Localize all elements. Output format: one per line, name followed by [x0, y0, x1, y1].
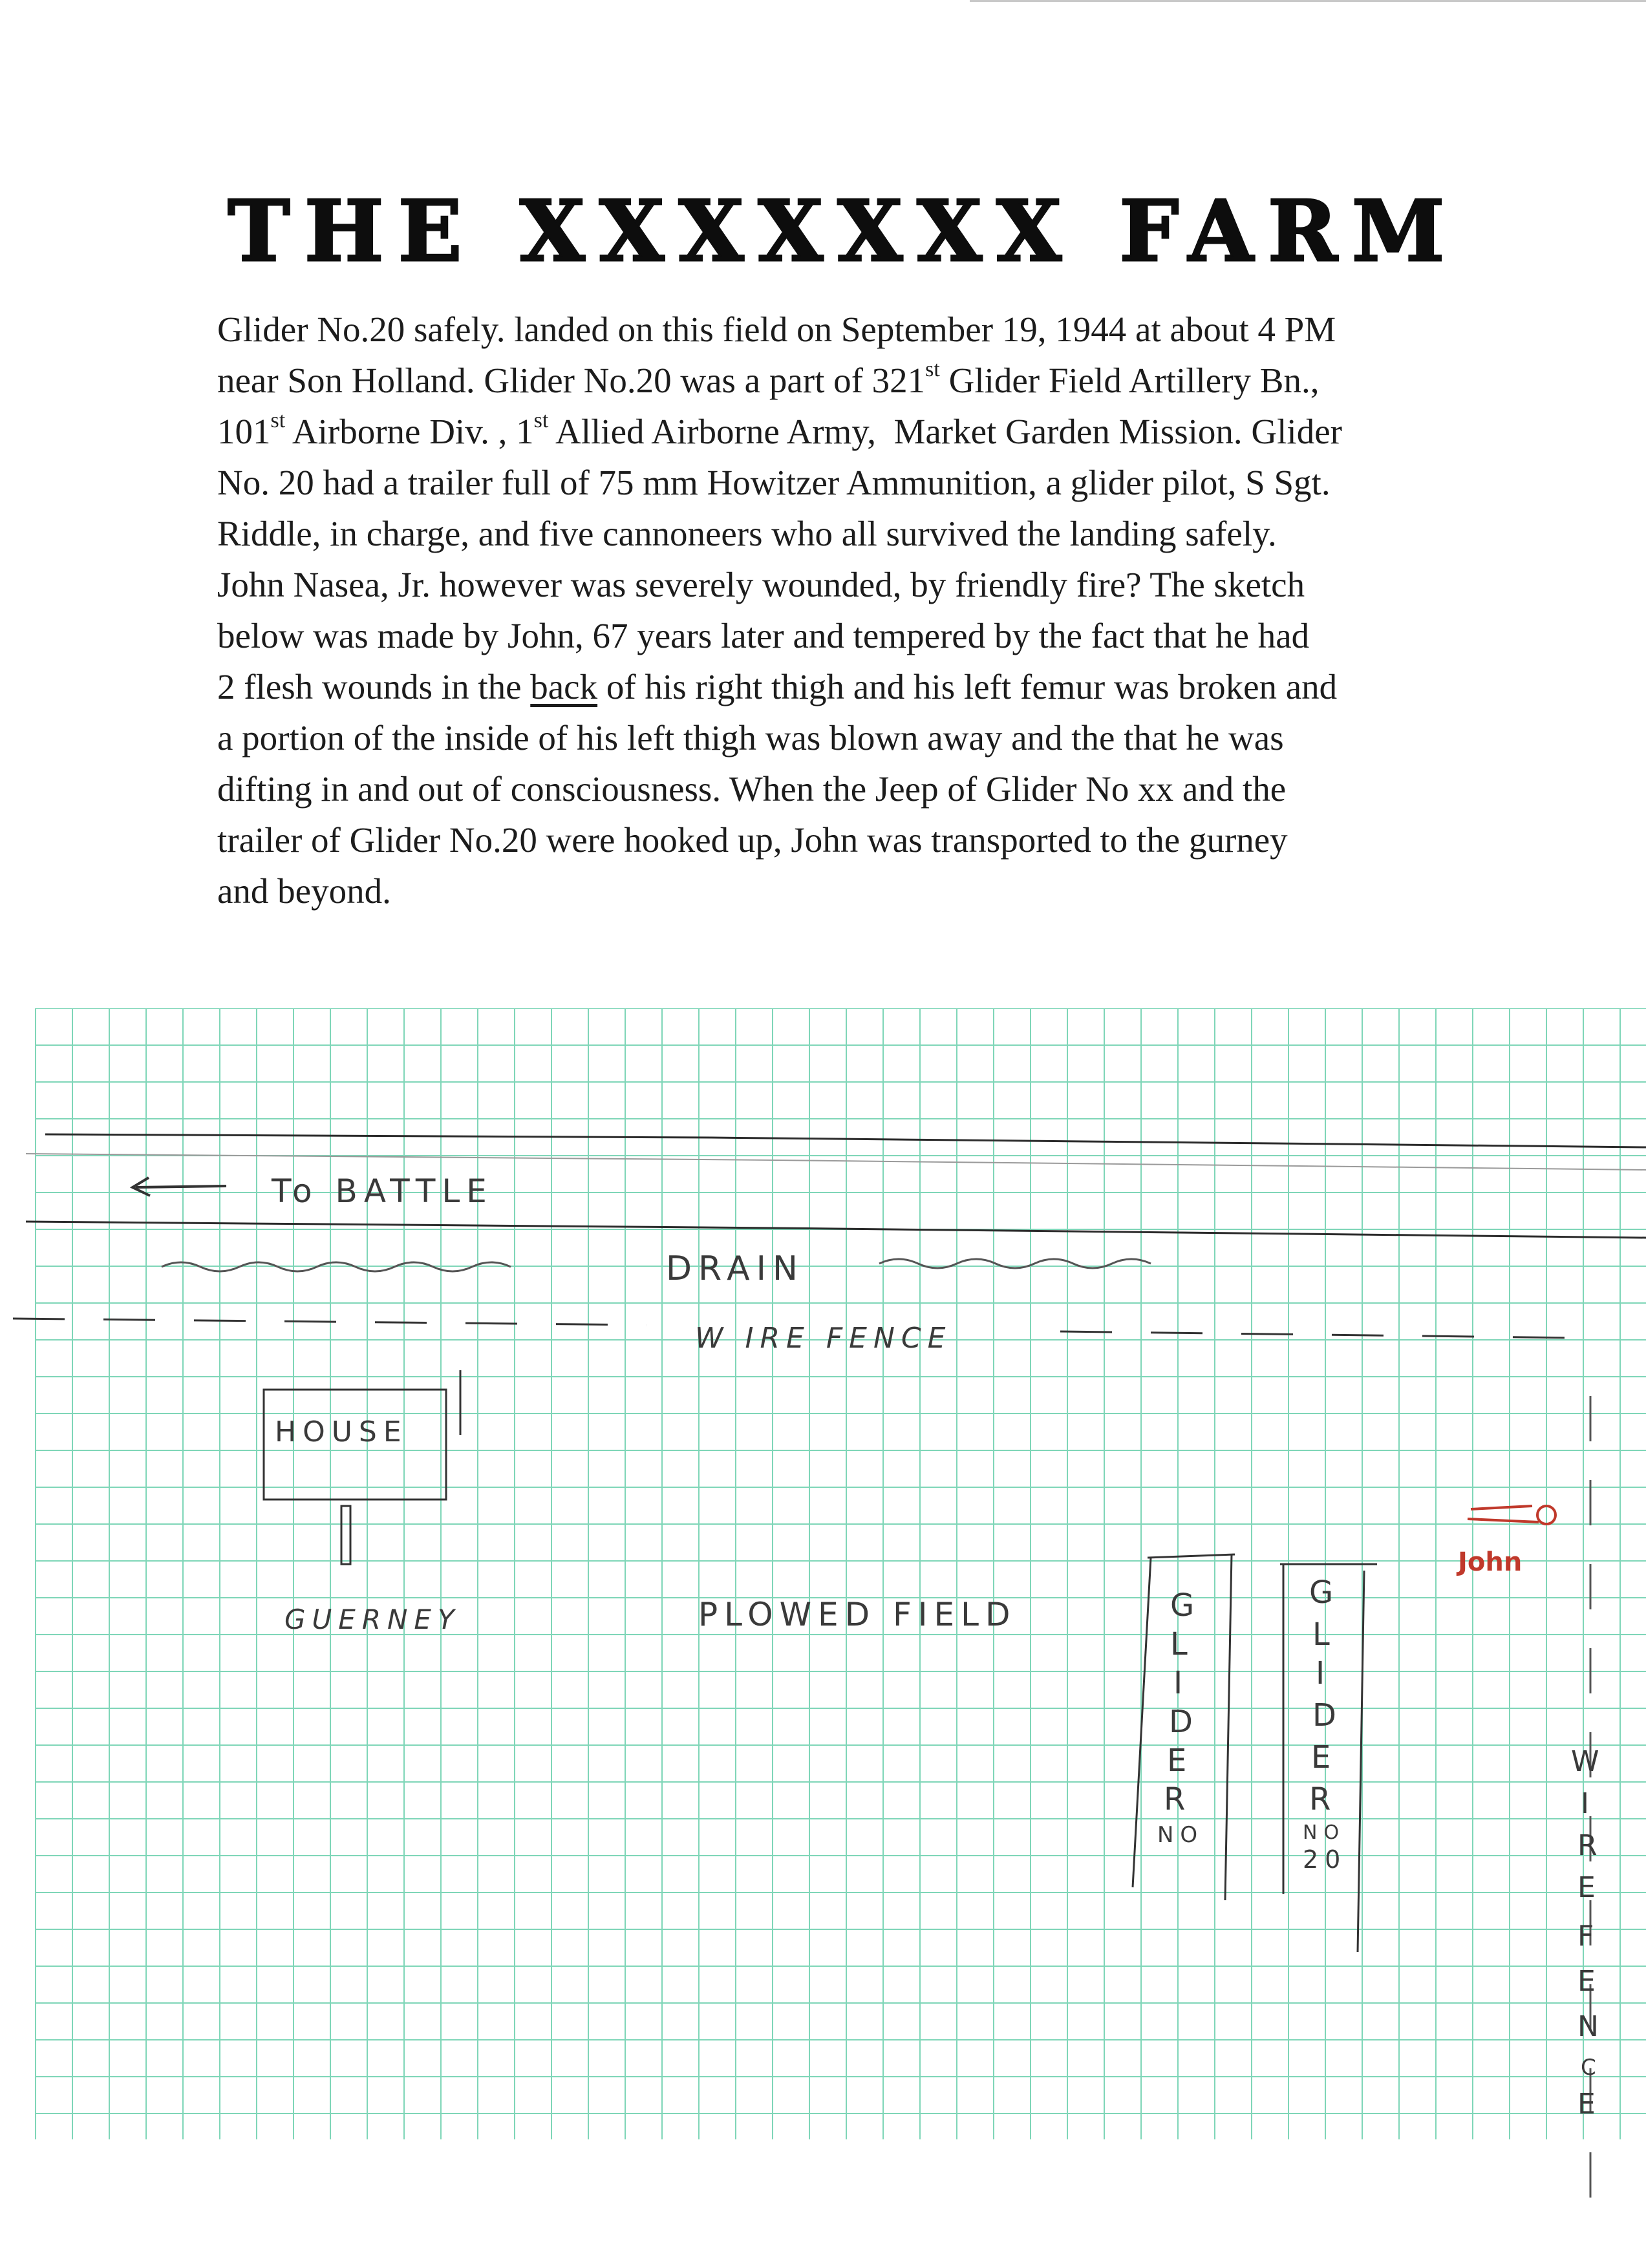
- narrative-text: Riddle, in charge, and five cannoneers who all survived the landing safely.: [217, 514, 1277, 553]
- narrative-text: below was made by John, 67 years later and tempered by the fact that he had: [217, 616, 1310, 655]
- glider-1-no: NO: [1157, 1822, 1204, 1848]
- narrative-line: [217, 508, 1484, 559]
- right-fence-letter-c: C: [1581, 2055, 1603, 2081]
- sketch-canvas: [0, 1008, 1646, 2268]
- narrative-line: [217, 559, 1484, 610]
- glider-2-right: [1358, 1571, 1364, 1952]
- glider-1-label: [1157, 1587, 1217, 1848]
- narrative-line: [217, 814, 1484, 865]
- narrative-line: [217, 406, 1484, 457]
- glider-2-letter-e: E: [1311, 1739, 1338, 1775]
- ordinal-suffix: st: [925, 357, 940, 381]
- glider-2-letter-d: D: [1312, 1697, 1343, 1733]
- drain-label: DRAIN: [666, 1249, 804, 1288]
- narrative-text: difting in and out of consciousness. When the Jeep of Glider No xx and the: [217, 769, 1287, 809]
- page-title: THE XXXXXXX FARM: [228, 182, 1459, 281]
- narrative-text: No. 20 had a trailer full of 75 mm Howitzer Ammunition, a glider pilot, S Sgt.: [217, 463, 1331, 502]
- right-fence-letter-e2: E: [1577, 1965, 1602, 1998]
- ordinal-suffix: st: [533, 408, 549, 432]
- right-fence-letter-i: I: [1581, 1787, 1596, 1820]
- narrative-paragraph: [217, 304, 1484, 917]
- narrative-line: [217, 865, 1484, 917]
- narrative-text: of his right thigh and his left femur was broken and: [597, 667, 1338, 706]
- narrative-line: [217, 763, 1484, 814]
- glider-1-right: [1225, 1554, 1232, 1900]
- road-lines: [26, 1134, 1646, 1238]
- narrative-line: [217, 661, 1484, 712]
- right-fence-letter-w: W: [1571, 1745, 1606, 1778]
- glider-2-letter-g: G: [1309, 1574, 1340, 1611]
- glider-1-letter-l: L: [1170, 1626, 1194, 1662]
- narrative-text: near Son Holland. Glider No.20 was a part of 321: [217, 361, 926, 400]
- glider-2-20: 20: [1303, 1845, 1347, 1874]
- glider-2-label: [1303, 1574, 1362, 1874]
- gurney-mark: [341, 1506, 350, 1564]
- narrative-text: a portion of the inside of his left thigh was blown away and the that he was: [217, 718, 1284, 758]
- ordinal-suffix: st: [270, 408, 286, 432]
- narrative-line: [217, 304, 1484, 355]
- narrative-text: Airborne Div. , 1: [285, 412, 534, 451]
- to-battle-label: To BATTLE: [272, 1172, 493, 1210]
- glider-1-letter-e: E: [1167, 1743, 1193, 1779]
- right-fence-letter-e1: E: [1577, 1871, 1602, 1904]
- narrative-text: and beyond.: [217, 871, 391, 911]
- farm-sketch: [0, 1008, 1646, 2268]
- glider-1-letter-g: G: [1170, 1587, 1201, 1624]
- glider-1-top: [1148, 1554, 1235, 1558]
- underlined-word: back: [530, 667, 598, 706]
- narrative-text: Glider Field Artillery Bn.,: [939, 361, 1320, 400]
- narrative-text: John Nasea, Jr. however was severely wounded, by friendly fire? The sketch: [217, 565, 1305, 604]
- glider-1-letter-d: D: [1169, 1704, 1199, 1740]
- glider-1-letter-i: I: [1173, 1665, 1190, 1701]
- john-label: John: [1458, 1547, 1523, 1577]
- narrative-text: Allied Airborne Army, Market Garden Mission. Glider: [548, 412, 1342, 451]
- narrative-line: [217, 712, 1484, 763]
- right-fence-letter-n: N: [1577, 2010, 1605, 2043]
- narrative-line: [217, 355, 1484, 406]
- plowed-field-label: PLOWED FIELD: [698, 1596, 1017, 1633]
- arrow-shaft: [136, 1186, 226, 1187]
- scan-edge-line: [970, 0, 1646, 2]
- glider-1-letter-r: R: [1164, 1781, 1192, 1818]
- narrative-text: trailer of Glider No.20 were hooked up, John was transported to the gurney: [217, 820, 1288, 860]
- right-fence-letter-r: R: [1577, 1829, 1604, 1862]
- narrative-text: 101: [217, 412, 271, 451]
- gurney-label: GUERNEY: [284, 1604, 461, 1635]
- john-figure: [1468, 1506, 1555, 1524]
- right-fence-letter-e3: E: [1577, 2088, 1602, 2121]
- glider-2-letter-l: L: [1312, 1616, 1336, 1653]
- right-fence-label: [1571, 1745, 1621, 2121]
- narrative-line: [217, 457, 1484, 508]
- narrative-text: 2 flesh wounds in the: [217, 667, 531, 706]
- glider-2-letter-r: R: [1309, 1781, 1338, 1818]
- narrative-text: Glider No.20 safely. landed on this field on September 19, 1944 at about 4 PM: [217, 310, 1336, 349]
- narrative-line: [217, 610, 1484, 661]
- right-fence-letter-f: F: [1577, 1920, 1601, 1953]
- glider-2-no: NO: [1303, 1821, 1346, 1844]
- john-legs: [1471, 1506, 1532, 1509]
- house-label: HOUSE: [275, 1415, 408, 1448]
- wire-fence-top-label: W IRE FENCE: [695, 1322, 952, 1355]
- glider-2-letter-i: I: [1316, 1655, 1332, 1691]
- john-body: [1468, 1519, 1539, 1522]
